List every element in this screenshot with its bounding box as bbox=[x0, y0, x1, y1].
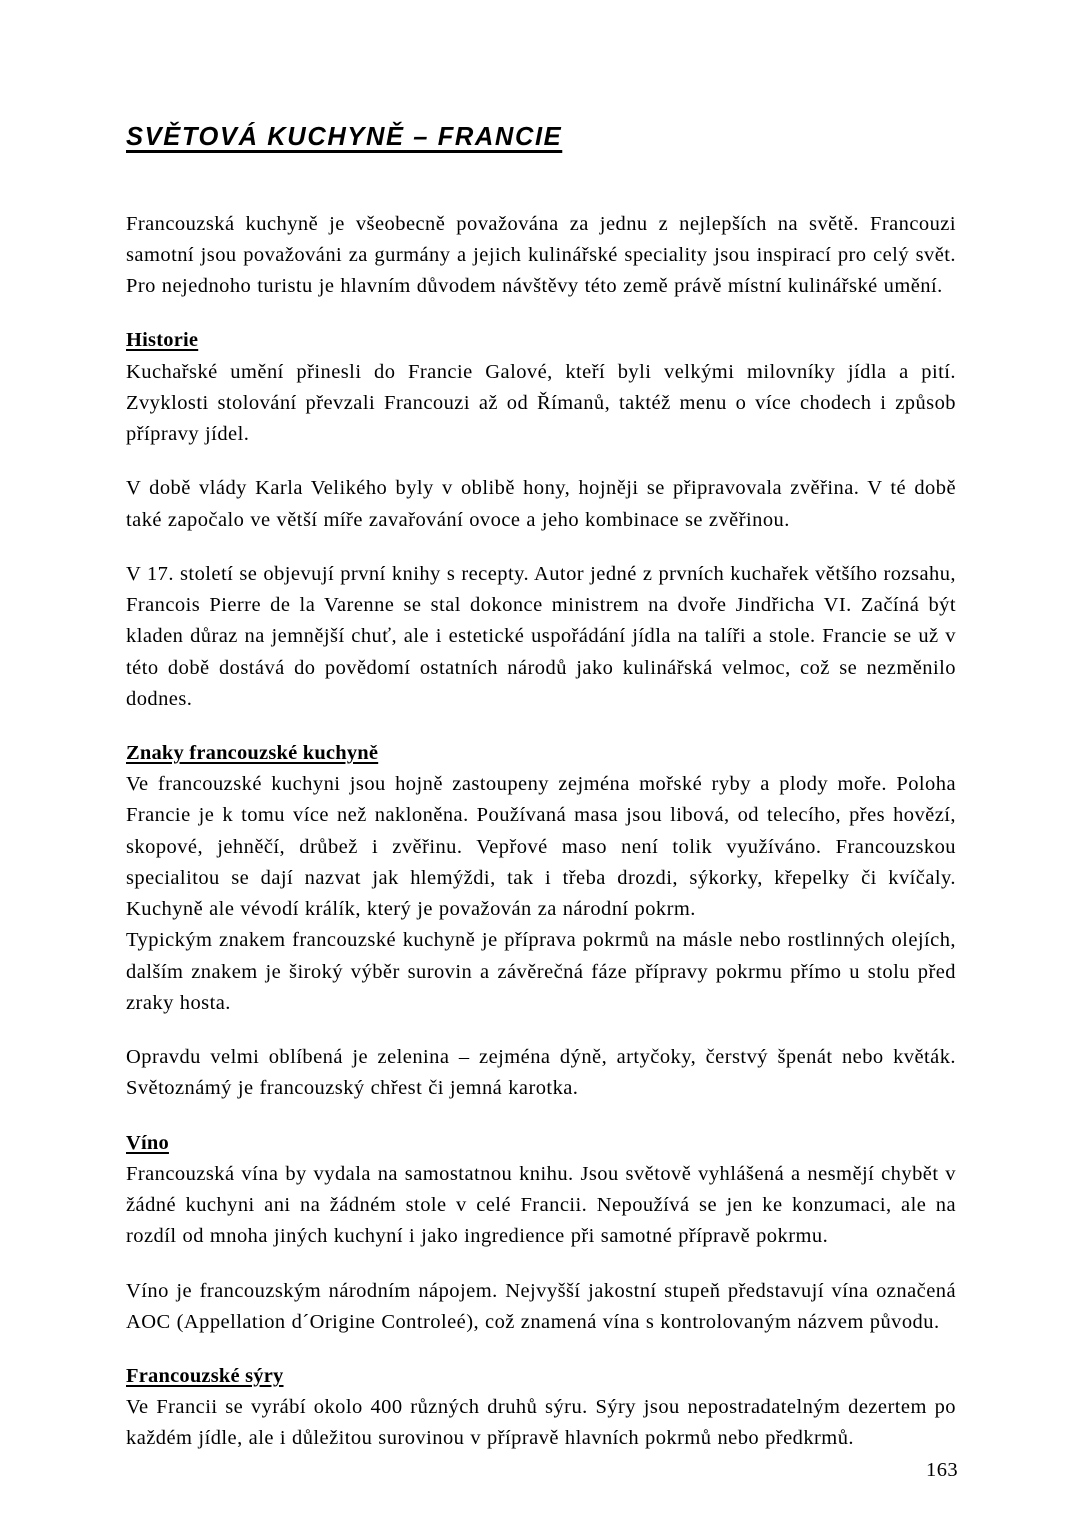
section-vino-paragraph-1: Francouzská vína by vydala na samostatnou knihu. Jsou světově vyhlášená a nesmějí chybět v žádné kuchyni ani na žádném stole v celé Francii. Nepoužívá se jen ke konzumaci, ale na rozdíl od mnoha jiných kuchyní i jako ingredience při samotné přípravě pokrmu. bbox=[126, 1162, 956, 1248]
spacer bbox=[126, 302, 956, 325]
section-znaky-paragraph-1: Ve francouzské kuchyni jsou hojně zastoupeny zejména mořské ryby a plody moře. Poloha Francie je k tomu více než nakloněna. Používaná masa jsou libová, od telecího, přes hovězí, skopové, jehněčí, drůbež i zvěřinu. Vepřové maso není tolik využíváno. Francouzskou specialitou se dají nazvat jak hlemýždi, tak i třeba drozdi, sýkorky, křepelky či kvíčaly. Kuchyně ale vévodí králík, který je považován za národní pokrm. bbox=[126, 773, 956, 921]
section-heading-znaky-francouzske-kuchyne: Znaky francouzské kuchyně bbox=[126, 742, 379, 764]
section-vino-paragraph-2: Víno je francouzským národním nápojem. Nejvyšší jakostní stupeň představují vína označená AOC (Appellation d´Origine Controleé), což znamená vína s kontrolovaným názvem původu. bbox=[126, 1279, 956, 1333]
document-content bbox=[126, 122, 956, 1455]
section-heading-historie: Historie bbox=[126, 329, 199, 352]
section-heading-row-historie bbox=[126, 325, 956, 356]
section-historie-paragraph-2: V době vlády Karla Velikého byly v oblibě hony, hojněji se připravovala zvěřina. V té době také započalo ve větší míře zavařování ovoce a jeho kombinace se zvěřinou. bbox=[126, 477, 956, 531]
section-heading-row-znaky bbox=[126, 738, 956, 769]
section-heading-francouzske-syry: Francouzské sýry bbox=[126, 1365, 284, 1388]
section-heading-row-vino bbox=[126, 1128, 956, 1159]
spacer bbox=[126, 450, 956, 473]
section-znaky-paragraph-2: Typickým znakem francouzské kuchyně je příprava pokrmů na másle nebo rostlinných olejích, dalším znakem je široký výběr surovin a závěrečná fáze přípravy pokrmu přímo u stolu před zraky hosta. bbox=[126, 929, 956, 1014]
section-historie-paragraph-1: Kuchařské umění přinesli do Francie Galové, kteří byli velkými milovníky jídla a pití. Zvyklosti stolování převzali Francouzi až od Římanů, taktéž menu o více chodech i způsob přípravy jídel. bbox=[126, 360, 956, 445]
spacer bbox=[126, 1253, 956, 1276]
section-heading-vino: Víno bbox=[126, 1131, 169, 1154]
spacer bbox=[126, 1105, 956, 1128]
page-number: 163 bbox=[926, 1458, 958, 1481]
section-syry-paragraph-1: Ve Francii se vyrábí okolo 400 různých druhů sýru. Sýry jsou nepostradatelným dezertem po každém jídle, ale i důležitou surovinou v přípravě hlavních pokrmů nebo předkrmů. bbox=[126, 1396, 956, 1450]
intro-paragraph: Francouzská kuchyně je všeobecně považována za jednu z nejlepších na světě. Francouzi samotní jsou považováni za gurmány a jejich kulinářské speciality jsou inspirací pro celý svět. Pro nejednoho turistu je hlavním důvodem návštěvy této země právě místní kulinářské umění. bbox=[126, 212, 956, 298]
section-historie-paragraph-3: V 17. století se objevují první knihy s recepty. Autor jedné z prvních kuchařek většího rozsahu, Francois Pierre de la Varenne se stal dokonce ministrem na dvoře Jindřicha VI. Začíná být kladen důraz na jemnější chuť, ale i estetické uspořádání jídla na talíři a stole. Francie se už v této době dostává do povědomí ostatních národů jako kulinářská velmoc, což se nezměnilo dodnes. bbox=[126, 562, 956, 710]
spacer bbox=[126, 715, 956, 738]
spacer bbox=[126, 1019, 956, 1042]
section-znaky-paragraph-3: Opravdu velmi oblíbená je zelenina – zejména dýně, artyčoky, čerstvý špenát nebo květák. Světoznámý je francouzský chřest či jemná karotka. bbox=[126, 1046, 956, 1100]
page-title: SVĚTOVÁ KUCHYNĚ – FRANCIE bbox=[126, 123, 563, 151]
spacer bbox=[126, 1338, 956, 1361]
section-heading-row-syry bbox=[126, 1361, 956, 1392]
spacer bbox=[126, 536, 956, 559]
